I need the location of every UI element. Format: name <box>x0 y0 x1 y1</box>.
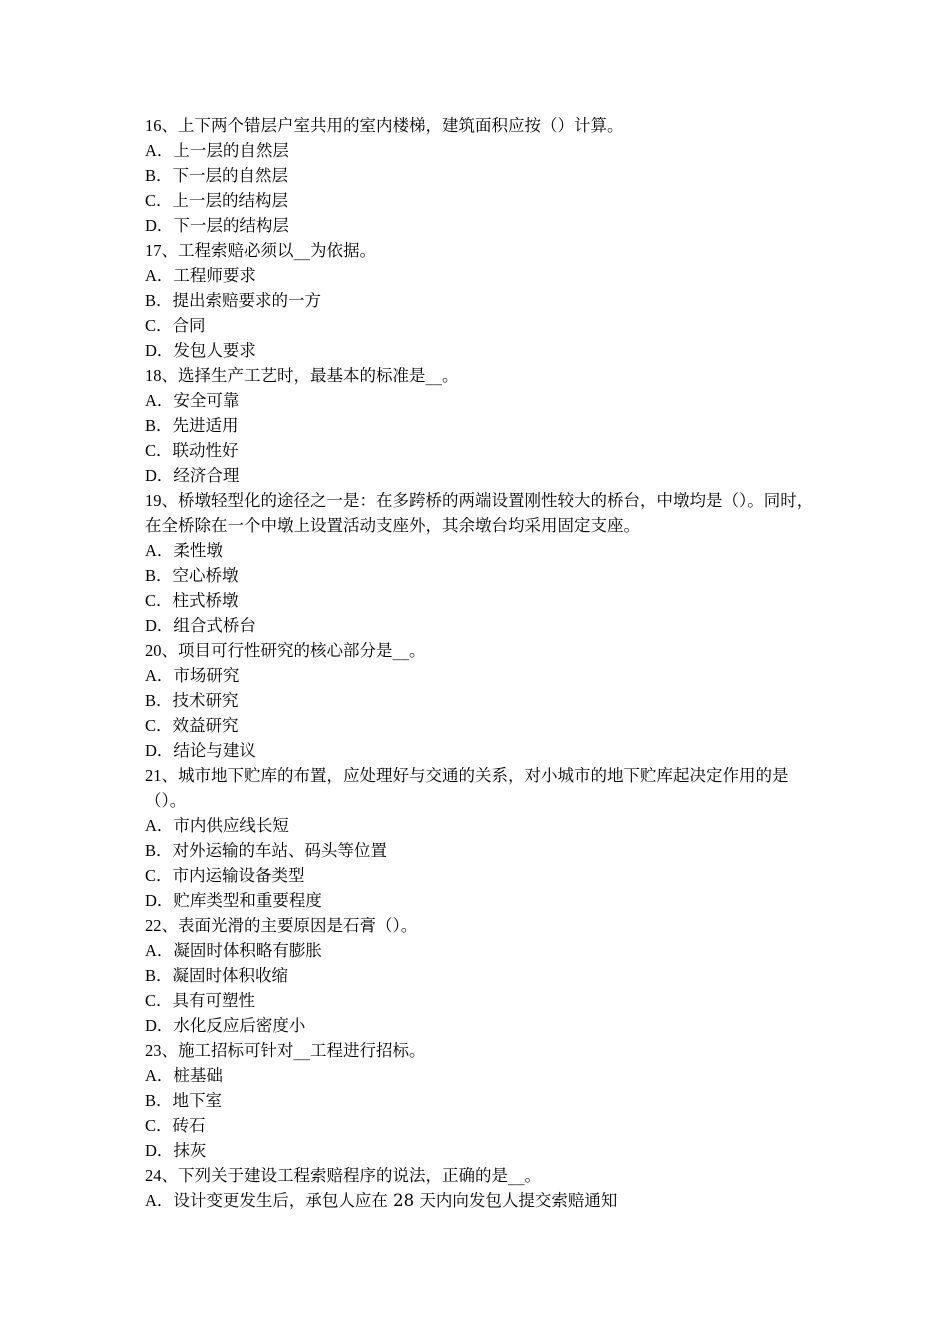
question-number: 22、 <box>145 916 178 935</box>
option-d <box>145 888 815 913</box>
option-text: 砖石 <box>172 1116 206 1135</box>
option-a <box>145 938 815 963</box>
option-letter: D． <box>145 466 174 485</box>
option-c <box>145 588 815 613</box>
question-text: 桥墩轻型化的途径之一是：在多跨桥的两端设置刚性较大的桥台，中墩均是（）。同时，在全桥除在一个中墩上设置活动支座外，其余墩台均采用固定支座。 <box>145 491 814 535</box>
question-stem <box>145 763 815 813</box>
option-a <box>145 1063 815 1088</box>
option-c <box>145 313 815 338</box>
option-text: 贮库类型和重要程度 <box>173 891 322 910</box>
option-b <box>145 963 815 988</box>
option-letter: A． <box>145 1191 174 1210</box>
question-18 <box>145 363 815 488</box>
option-text: 安全可靠 <box>173 391 240 410</box>
option-text: 发包人要求 <box>173 341 256 360</box>
option-a <box>145 263 815 288</box>
option-letter: A． <box>145 666 174 685</box>
option-text: 组合式桥台 <box>173 616 256 635</box>
option-d <box>145 1138 815 1163</box>
option-text: 凝固时体积收缩 <box>172 966 289 985</box>
option-text: 市场研究 <box>173 666 240 685</box>
option-letter: B． <box>145 691 173 710</box>
option-letter: A． <box>145 266 174 285</box>
option-letter: B． <box>145 841 173 860</box>
option-text: 设计变更发生后，承包人应在 28 天内向发包人提交索赔通知 <box>173 1191 618 1210</box>
question-number: 24、 <box>145 1166 178 1185</box>
option-letter: A． <box>145 941 174 960</box>
option-a <box>145 663 815 688</box>
option-text: 下一层的结构层 <box>173 216 289 235</box>
option-letter: A． <box>145 541 174 560</box>
option-a <box>145 538 815 563</box>
option-letter: C． <box>145 866 173 885</box>
option-c <box>145 188 815 213</box>
question-text: 城市地下贮库的布置，应处理好与交通的关系，对小城市的地下贮库起决定作用的是（）。 <box>145 766 789 810</box>
question-number: 16、 <box>145 116 178 135</box>
option-b <box>145 163 815 188</box>
option-a <box>145 388 815 413</box>
option-text: 对外运输的车站、码头等位置 <box>172 841 388 860</box>
option-text: 桩基础 <box>173 1066 223 1085</box>
option-text: 上一层的结构层 <box>172 191 289 210</box>
question-stem <box>145 1163 815 1188</box>
option-text: 凝固时体积略有膨胀 <box>173 941 322 960</box>
option-letter: D． <box>145 216 174 235</box>
option-a <box>145 1188 815 1213</box>
document-page <box>145 113 815 1213</box>
option-letter: B． <box>145 966 173 985</box>
option-text: 柱式桥墩 <box>172 591 239 610</box>
question-stem <box>145 913 815 938</box>
option-letter: C． <box>145 991 173 1010</box>
option-letter: B． <box>145 416 173 435</box>
option-letter: C． <box>145 591 173 610</box>
option-d <box>145 463 815 488</box>
option-letter: C． <box>145 716 173 735</box>
question-17 <box>145 238 815 363</box>
question-24 <box>145 1163 815 1213</box>
question-20 <box>145 638 815 763</box>
question-number: 19、 <box>145 491 178 510</box>
option-text: 提出索赔要求的一方 <box>172 291 322 310</box>
option-letter: D． <box>145 1141 174 1160</box>
option-d <box>145 1013 815 1038</box>
option-b <box>145 838 815 863</box>
option-a <box>145 138 815 163</box>
option-text: 合同 <box>172 316 206 335</box>
question-21 <box>145 763 815 913</box>
option-letter: A． <box>145 141 174 160</box>
option-c <box>145 713 815 738</box>
option-b <box>145 413 815 438</box>
option-d <box>145 738 815 763</box>
question-text: 上下两个错层户室共用的室内楼梯，建筑面积应按（）计算。 <box>178 116 624 135</box>
option-letter: B． <box>145 291 173 310</box>
option-b <box>145 1088 815 1113</box>
option-b <box>145 288 815 313</box>
question-stem <box>145 488 815 538</box>
question-number: 23、 <box>145 1041 178 1060</box>
question-stem <box>145 363 815 388</box>
option-letter: A． <box>145 1066 174 1085</box>
option-text: 下一层的自然层 <box>172 166 289 185</box>
option-text: 工程师要求 <box>173 266 256 285</box>
question-number: 21、 <box>145 766 178 785</box>
option-c <box>145 438 815 463</box>
option-letter: B． <box>145 566 173 585</box>
question-text: 选择生产工艺时，最基本的标准是__。 <box>178 366 459 385</box>
option-c <box>145 863 815 888</box>
option-letter: C． <box>145 191 173 210</box>
option-letter: B． <box>145 166 173 185</box>
option-letter: D． <box>145 341 174 360</box>
option-letter: D． <box>145 1016 174 1035</box>
option-text: 市内供应线长短 <box>173 816 289 835</box>
question-text: 工程索赔必须以__为依据。 <box>178 241 376 260</box>
option-text: 空心桥墩 <box>172 566 239 585</box>
option-d <box>145 338 815 363</box>
option-text: 先进适用 <box>172 416 239 435</box>
question-text: 表面光滑的主要原因是石膏（）。 <box>178 916 418 935</box>
option-letter: A． <box>145 391 174 410</box>
option-b <box>145 563 815 588</box>
option-c <box>145 1113 815 1138</box>
option-d <box>145 613 815 638</box>
question-text: 施工招标可针对__工程进行招标。 <box>178 1041 426 1060</box>
option-c <box>145 988 815 1013</box>
option-text: 联动性好 <box>172 441 239 460</box>
option-letter: A． <box>145 816 174 835</box>
option-text: 技术研究 <box>172 691 239 710</box>
option-text: 水化反应后密度小 <box>173 1016 306 1035</box>
question-stem <box>145 113 815 138</box>
option-text: 效益研究 <box>172 716 239 735</box>
option-text: 地下室 <box>172 1091 223 1110</box>
question-number: 17、 <box>145 241 178 260</box>
option-letter: D． <box>145 616 174 635</box>
option-letter: D． <box>145 891 174 910</box>
option-text: 市内运输设备类型 <box>172 866 305 885</box>
question-stem <box>145 1038 815 1063</box>
question-number: 20、 <box>145 641 178 660</box>
option-text: 抹灰 <box>173 1141 207 1160</box>
option-letter: C． <box>145 441 173 460</box>
option-letter: C． <box>145 316 173 335</box>
question-text: 项目可行性研究的核心部分是__。 <box>178 641 426 660</box>
option-text: 具有可塑性 <box>172 991 256 1010</box>
option-letter: C． <box>145 1116 173 1135</box>
option-b <box>145 688 815 713</box>
option-text: 上一层的自然层 <box>173 141 289 160</box>
question-text: 下列关于建设工程索赔程序的说法，正确的是__。 <box>178 1166 541 1185</box>
option-text: 柔性墩 <box>173 541 223 560</box>
option-text: 经济合理 <box>173 466 240 485</box>
question-19 <box>145 488 815 638</box>
question-22 <box>145 913 815 1038</box>
option-a <box>145 813 815 838</box>
question-16 <box>145 113 815 238</box>
option-letter: D． <box>145 741 174 760</box>
question-number: 18、 <box>145 366 178 385</box>
option-d <box>145 213 815 238</box>
option-letter: B． <box>145 1091 173 1110</box>
option-text: 结论与建议 <box>173 741 256 760</box>
question-23 <box>145 1038 815 1163</box>
question-stem <box>145 238 815 263</box>
question-stem <box>145 638 815 663</box>
